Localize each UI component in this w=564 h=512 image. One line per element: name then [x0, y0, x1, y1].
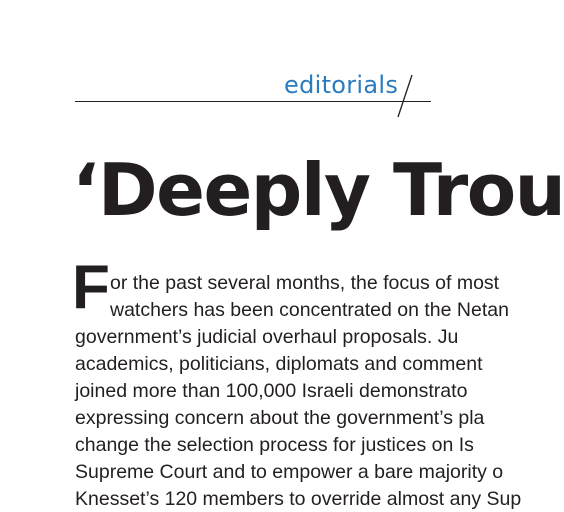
body-line: Knesset’s 120 members to override almost any Sup [75, 488, 522, 510]
slash-mark-icon [395, 74, 415, 118]
body-line: joined more than 100,000 Israeli demonstrato [75, 380, 468, 402]
section-header [0, 0, 512, 120]
header-rule [75, 101, 431, 102]
body-line: change the selection process for justices on Is [75, 434, 474, 456]
headline: ‘Deeply Trou [72, 148, 564, 232]
body-line: or the past several months, the focus of most [110, 272, 500, 294]
body-line: Supreme Court and to empower a bare majority o [75, 461, 504, 483]
body-line: expressing concern about the government’s pla [75, 407, 485, 429]
body-line: watchers has been concentrated on the Netan [110, 299, 509, 321]
drop-cap: F [72, 253, 110, 322]
body-line: academics, politicians, diplomats and comment [75, 353, 483, 375]
section-label: editorials [284, 71, 399, 99]
body-line: government’s judicial overhaul proposals. Ju [75, 326, 459, 348]
